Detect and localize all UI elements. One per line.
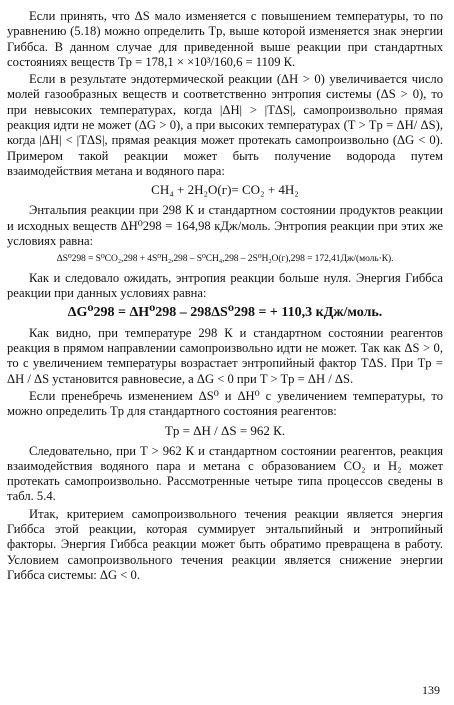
- book-page: [7, 9, 443, 585]
- paragraph-1: Если принять, что ΔS мало изменяется с повышением температуры, то по уравнению (5.18) можно определить Tр, выше которой изменяется знак энергии Гиббса. В данном случае для приведенной выше реакции при стандартных состояниях веществ Tр = 178,1 × ×10³/160,6 = 1109 К.: [7, 9, 443, 69]
- paragraph-5: Как видно, при температуре 298 К и стандартном состоянии реагентов реакция в прямом направлении самопроизвольно идти не может. Так как ΔS > 0, то с увеличением температуры возрастает энтропийный фактор TΔS. При Tр = ΔH / ΔS установится равновесие, а ΔG < 0 при T > Tр = ΔH / ΔS.: [7, 325, 443, 386]
- page-number: 139: [422, 683, 440, 697]
- paragraph-8: Итак, критерием самопроизвольного течения реакции является энергия Гиббса этой реакции, которая суммирует энтальпийный и энтропийный факторы. Энергия Гиббса реакции может быть обратимо превращена в работу. Условием самопроизвольного течения реакции является снижение энергии Гиббса системы: ΔG < 0.: [7, 506, 443, 582]
- equation-gibbs: ΔG⁰298 = ΔH⁰298 – 298ΔS⁰298 = + 110,3 кДж/моль.: [67, 304, 383, 320]
- paragraph-3: Энтальпия реакции при 298 К и стандартном состоянии продуктов реакции и исходных веществ ΔH⁰298 = 164,98 кДж/моль. Энтропия реакции при этих же условиях равна:: [7, 203, 443, 248]
- paragraph-4: Как и следовало ожидать, энтропия реакции больше нуля. Энергия Гиббса реакции при данных условиях равна:: [7, 271, 443, 301]
- paragraph-2: Если в результате эндотермической реакции (ΔH > 0) увеличивается число молей газообразных веществ и соответственно энтропия системы (ΔS > 0), то при невысоких температурах, когда |ΔH| > |TΔS|, самопроизвольно прямая реакция идти не может (ΔG > 0), а при высоких температурах (T > Tр = ΔH/ ΔS), когда |ΔH| < |TΔS|, прямая реакция может протекать самопроизвольно (ΔG < 0). Примером такой реакции может быть получение водорода путем взаимодействия метана и водяного пара:: [7, 72, 443, 178]
- paragraph-7: Следовательно, при T > 962 К и стандартном состоянии реагентов, реакция взаимодействия водяного пара и метана с образованием CO₂ и H₂ может протекать самопроизвольно. Рассмотренные четыре типа процессов сведены в табл. 5.4.: [7, 443, 443, 504]
- paragraph-6: Если пренебречь изменением ΔS⁰ и ΔH⁰ с увеличением температуры, то можно определить Tр для стандартного состояния реагентов:: [7, 388, 443, 419]
- equation-reaction: CH₄ + 2H₂O(г)= CO₂ + 4H₂: [151, 182, 299, 198]
- equation-entropy: ΔS⁰298 = S⁰CO₂,298 + 4S⁰H₂,298 – S⁰CH₄,298 – 2S⁰H₂O(г),298 = 172,41Дж/(моль·К).: [56, 253, 394, 265]
- equation-temperature: Tр = ΔH / ΔS = 962 К.: [164, 422, 286, 438]
